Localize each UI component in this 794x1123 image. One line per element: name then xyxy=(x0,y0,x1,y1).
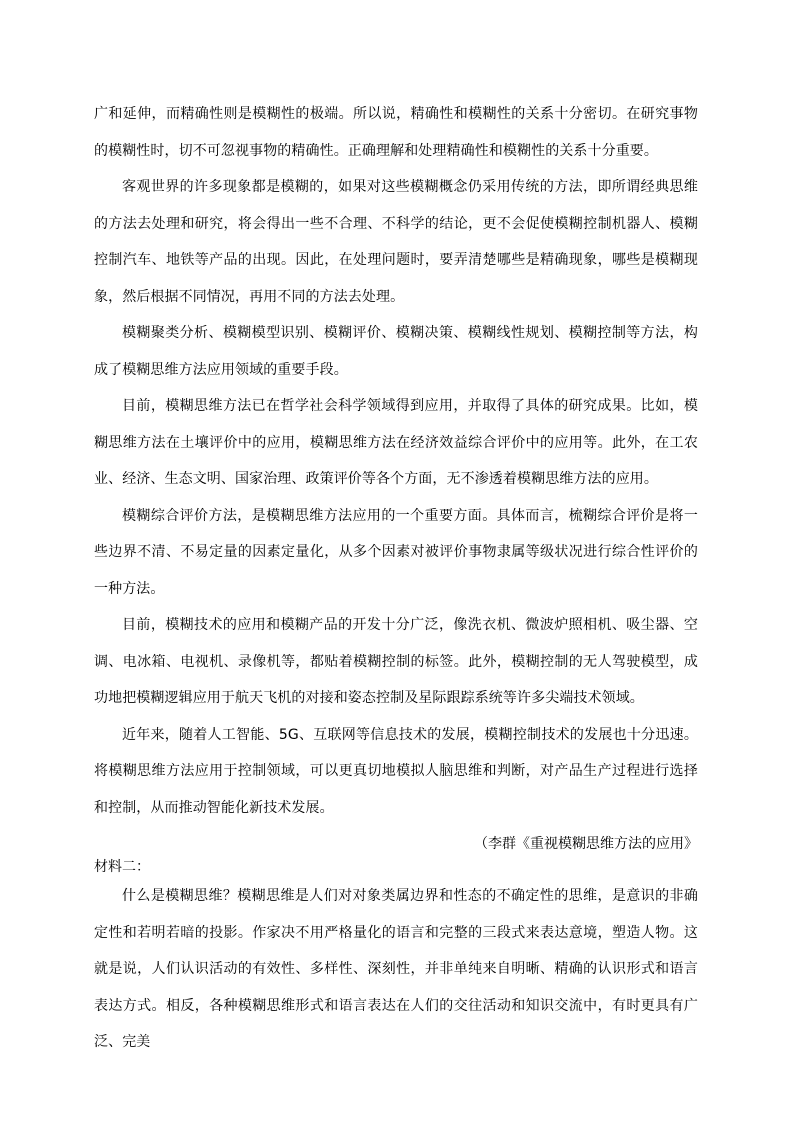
paragraph-fuzzy-products: 目前，模糊技术的应用和模糊产品的开发十分广泛，像洗衣机、微波炉照相机、吸尘器、空调、电冰箱、电视机、录像机等，都贴着模糊控制的标签。此外，模糊控制的无人驾驶模型，成功地把模糊逻辑应用于航天飞机的对接和姿态控制及星际跟踪系统等许多尖端技术领域。 xyxy=(94,617,698,706)
section-label-material-two: 材料二： xyxy=(94,859,150,875)
paragraph-what-is-fuzzy-thinking: 什么是模糊思维？模糊思维是人们对对象类属边界和性态的不确定性的思维，是意识的非确定性和若明若暗的投影。作家决不用严格量化的语言和完整的三段式来表达意境，塑造人物。这就是说，人们认识活动的有效性、多样性、深刻性，并非单纯来自明晰、精确的认识形式和语言表达方式。相反，各种模糊思维形式和语言表达在人们的交往活动和知识交流中，有时更具有广泛、完美 xyxy=(94,888,698,1050)
paragraph-objective-world: 客观世界的许多现象都是模糊的，如果对这些模糊概念仍采用传统的方法，即所谓经典思维的方法去处理和研究，将会得出一些不合理、不科学的结论，更不会促使模糊控制机器人、模糊控制汽车、地铁等产品的出现。因此，在处理问题时，要弄清楚哪些是精确现象，哪些是模糊现象，然后根据不同情况，再用不同的方法去处理。 xyxy=(94,179,698,305)
paragraph-fuzzy-methods: 模糊聚类分析、模糊模型识别、模糊评价、模糊决策、模糊线性规划、模糊控制等方法，构成了模糊思维方法应用领域的重要手段。 xyxy=(94,325,698,378)
paragraph-comprehensive-evaluation: 模糊综合评价方法，是模糊思维方法应用的一个重要方面。具体而言，梳糊综合评价是将一些边界不清、不易定量的因素定量化，从多个因素对被评价事物隶属等级状况进行综合性评价的一种方法。 xyxy=(94,507,698,597)
source-citation: （李群《重视模糊思维方法的应用》 xyxy=(474,836,698,852)
document-page xyxy=(94,96,698,1061)
paragraph-continuation: 广和延伸，而精确性则是模糊性的极端。所以说，精确性和模糊性的关系十分密切。在研究事物的模糊性时，切不可忽视事物的精确性。正确理解和处理精确性和模糊性的关系十分重要。 xyxy=(94,106,698,159)
paragraph-recent-years: 近年来，随着人工智能、5G、互联网等信息技术的发展，模糊控制技术的发展也十分迅速。将模糊思维方法应用于控制领域，可以更真切地模拟人脑思维和判断，对产品生产过程进行选择和控制，从而推动智能化新技术发展。 xyxy=(94,726,698,816)
paragraph-social-science: 目前，模糊思维方法已在哲学社会科学领域得到应用，并取得了具体的研究成果。比如，模糊思维方法在土壤评价中的应用，模糊思维方法在经济效益综合评价中的应用等。此外，在工农业、经济、生态文明、国家治理、政策评价等各个方面，无不渗透着模糊思维方法的应用。 xyxy=(94,398,698,487)
